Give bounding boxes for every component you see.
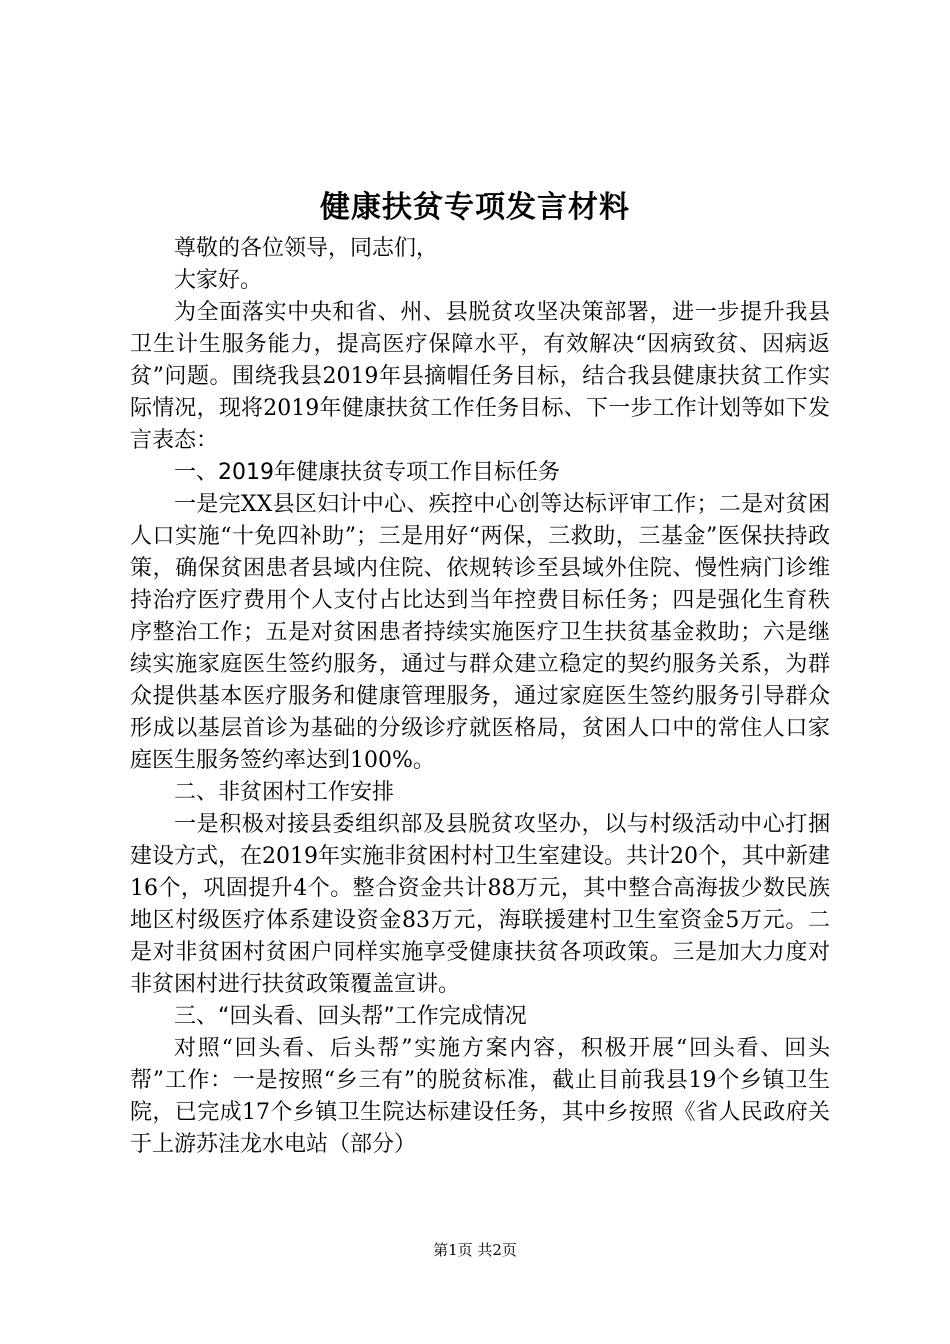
section-paragraph-3: 对照“回头看、后头帮”实施方案内容，积极开展“回头看、回头帮”工作：一是按照“乡三有”的脱贫标准，截止目前我县19个乡镇卫生院，已完成17个乡镇卫生院达标建设任务，其中乡按照《省人民政府关于上游苏洼龙水电站（部分） [130,1036,830,1157]
section-paragraph-1: 一是完XX县区妇计中心、疾控中心创等达标评审工作；二是对贫困人口实施“十免四补助”；三是用好“两保，三救助，三基金”医保扶持政策，确保贫困患者县域内住院、依规转诊至县域外住院、慢性病门诊维持治疗医疗费用个人支付占比达到当年控费目标任务；四是强化生育秩序整治工作；五是对贫困患者持续实施医疗卫生扶贫基金救助；六是继续实施家庭医生签约服务，通过与群众建立稳定的契约服务关系，为群众提供基本医疗服务和健康管理服务，通过家庭医生签约服务引导群众形成以基层首诊为基础的分级诊疗就医格局，贫困人口中的常住人口家庭医生服务签约率达到100%。 [130,492,830,773]
section-heading-2: 二、非贫困村工作安排 [174,780,395,805]
section-paragraph-2: 一是积极对接县委组织部及县脱贫攻坚办，以与村级活动中心打捆建设方式，在2019年实施非贫困村村卫生室建设。共计20个，其中新建16个，巩固提升4个。整合资金共计88万元，其中整合高海拔少数民族地区村级医疗体系建设资金83万元，海联援建村卫生室资金5万元。二是对非贫困村贫困户同样实施享受健康扶贫各项政策。三是加大力度对非贫困村进行扶贫政策覆盖宣讲。 [130,812,830,997]
salutation: 尊敬的各位领导，同志们， [174,236,439,261]
section-heading-3: 三、“回头看、回头帮”工作完成情况 [174,1004,527,1029]
document-body [130,233,830,1161]
section-heading-1: 一、2019年健康扶贫专项工作目标任务 [174,460,560,485]
intro-paragraph: 为全面落实中央和省、州、县脱贫攻坚决策部署，进一步提升我县卫生计生服务能力，提高医疗保障水平，有效解决“因病致贫、因病返贫”问题。围绕我县2019年县摘帽任务目标，结合我县健康扶贫工作实际情况，现将2019年健康扶贫工作任务目标、下一步工作计划等如下发言表态： [130,300,830,453]
document-title: 健康扶贫专项发言材料 [320,190,630,225]
page-footer: 第1页 共2页 [433,1241,517,1259]
greeting: 大家好。 [174,268,263,293]
